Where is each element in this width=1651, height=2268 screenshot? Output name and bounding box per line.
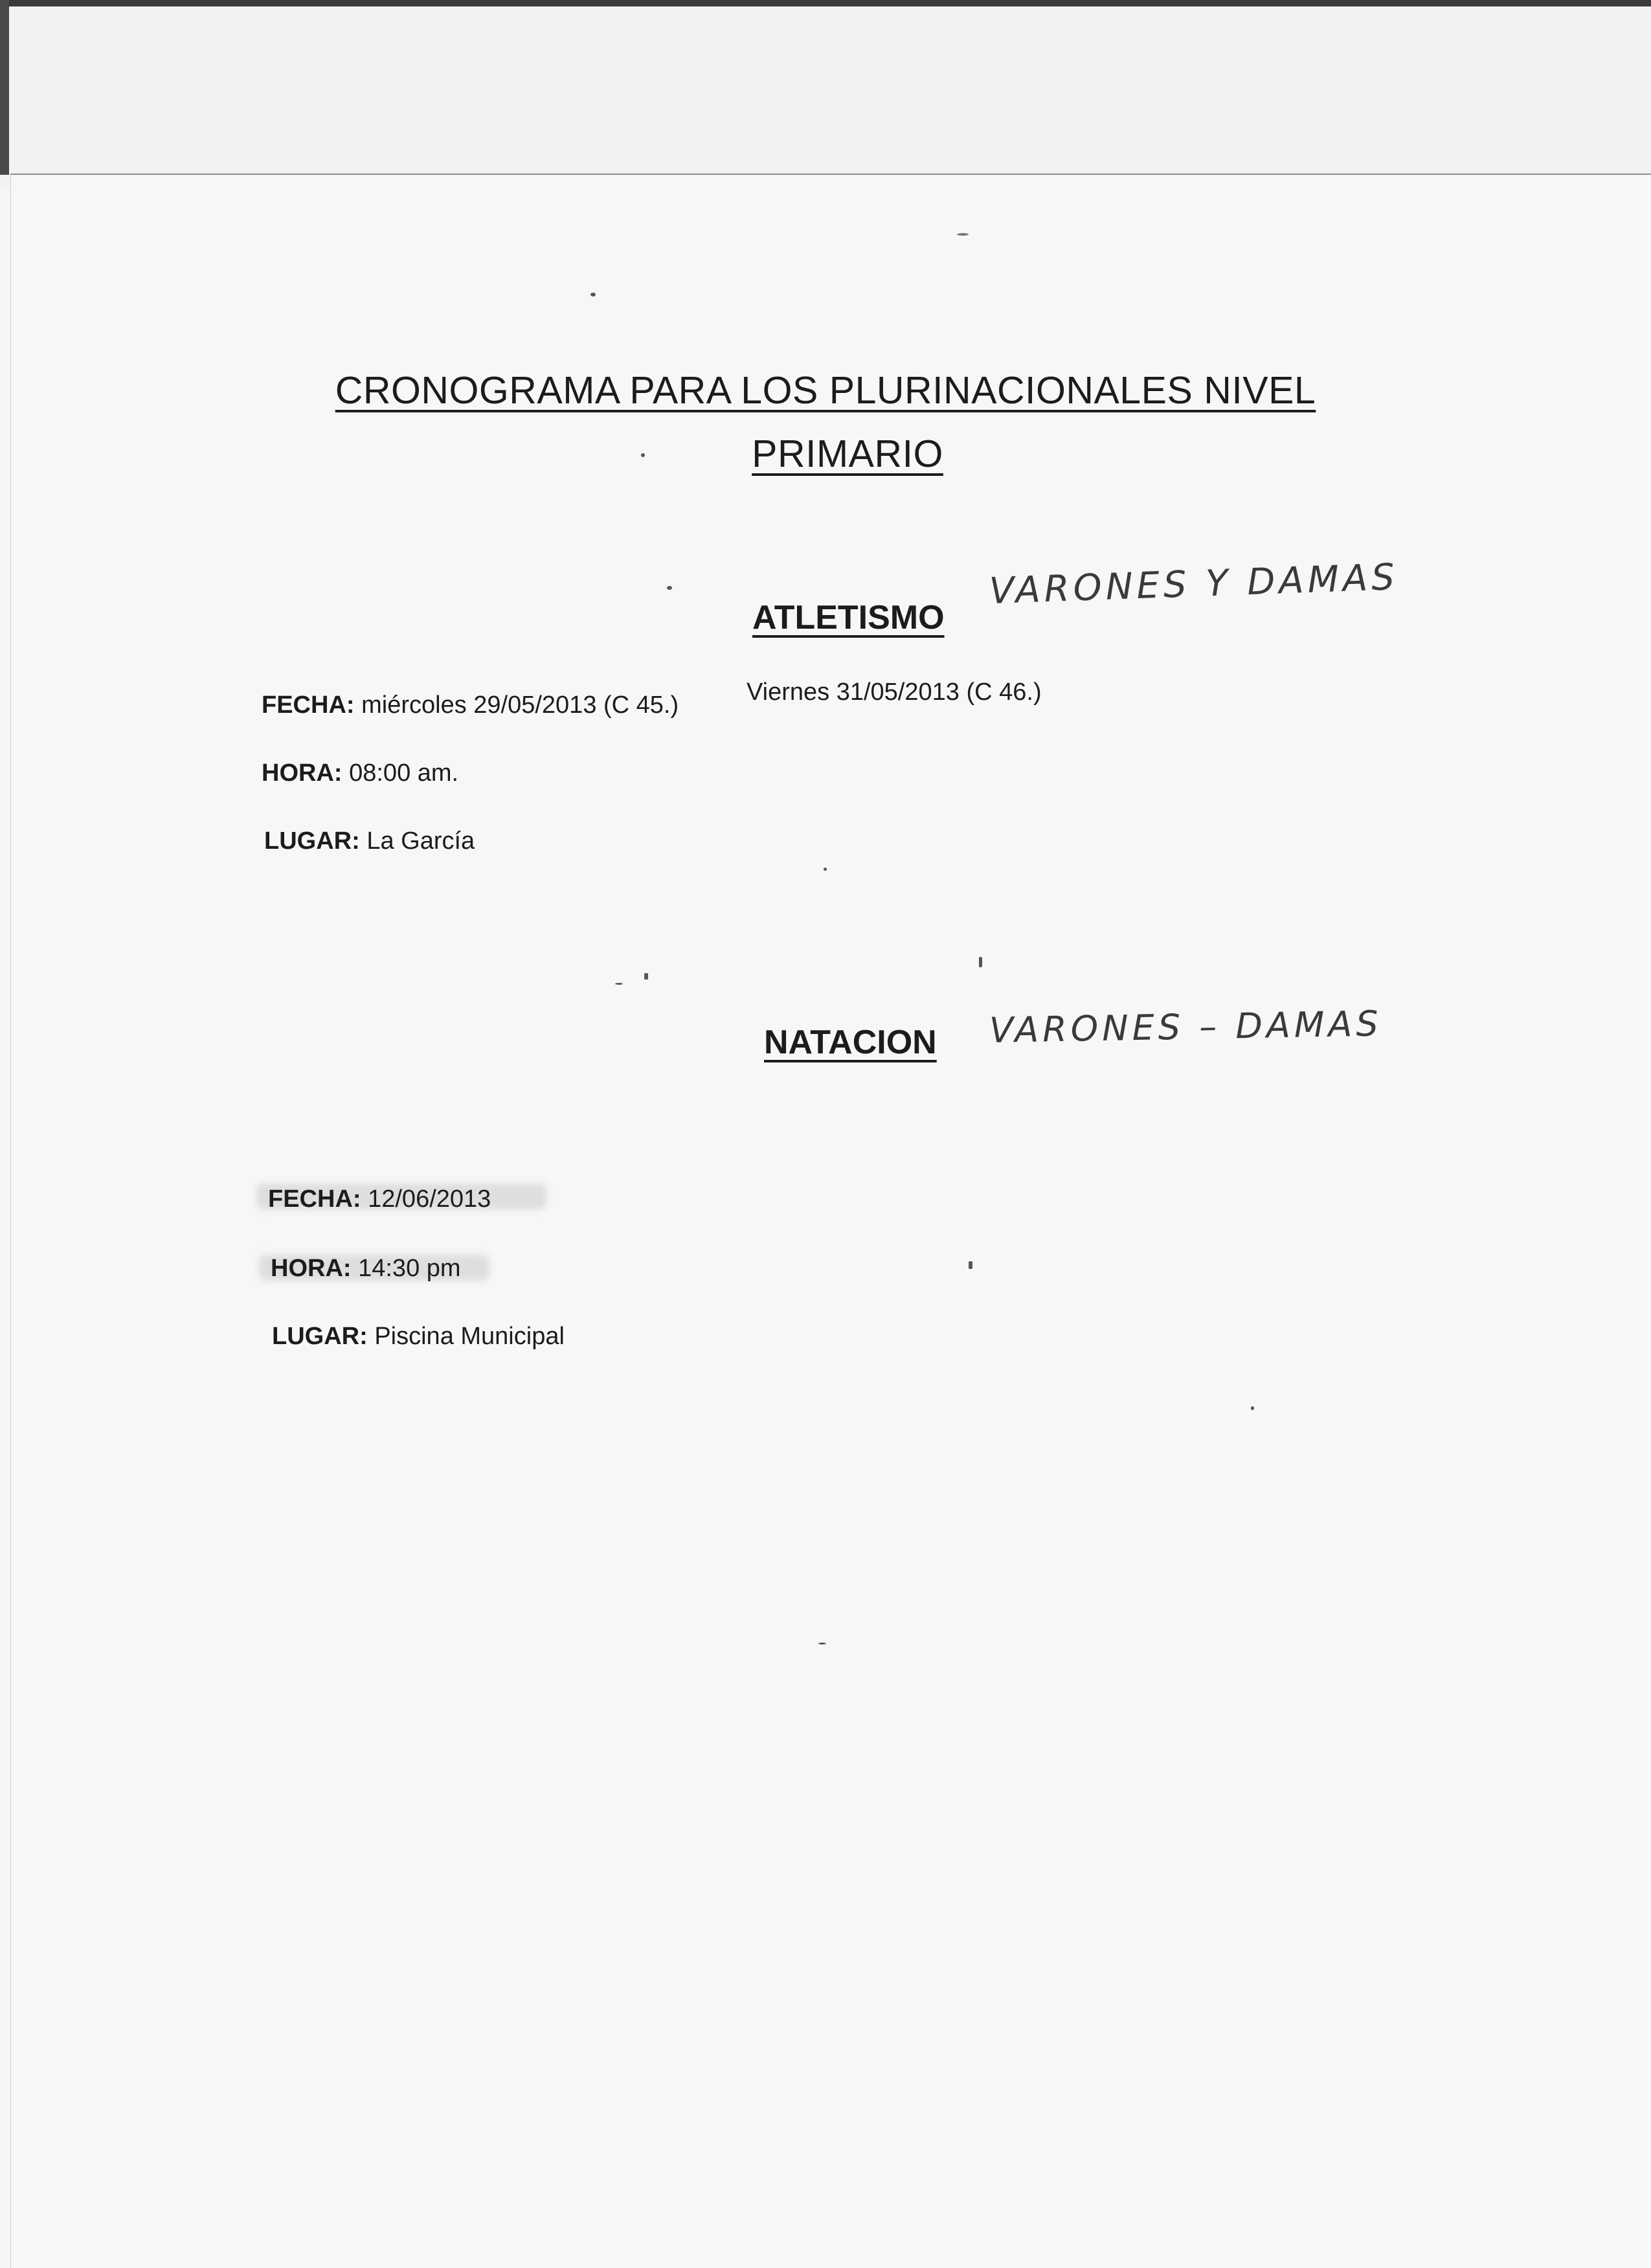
scan-speck (818, 1643, 826, 1645)
atletismo-hora-label: HORA: (262, 759, 343, 787)
natacion-lugar-label: LUGAR: (272, 1323, 368, 1350)
scanner-top-edge (0, 0, 1651, 6)
atletismo-fecha (262, 693, 679, 717)
atletismo-fecha-label: FECHA: (262, 691, 355, 719)
paper-sheet (10, 174, 1651, 2268)
natacion-heading: NATACION (764, 1024, 937, 1061)
scan-speck (1251, 1406, 1254, 1410)
natacion-fecha-value: 12/06/2013 (368, 1185, 491, 1213)
scan-speck (969, 1261, 972, 1269)
document-title-line-1: CRONOGRAMA PARA LOS PLURINACIONALES NIVEL (335, 369, 1316, 412)
natacion-hora-value: 14:30 pm (358, 1255, 461, 1282)
scan-speck (615, 983, 623, 985)
scan-speck (979, 957, 982, 967)
scan-speck (590, 293, 596, 297)
scanner-left-edge (0, 0, 9, 175)
atletismo-handwritten-note: VARONES Y DAMAS (988, 556, 1399, 612)
atletismo-fecha-value: miércoles 29/05/2013 (C 45.) (361, 691, 679, 719)
atletismo-fecha-value-2: Viernes 31/05/2013 (C 46.) (747, 679, 1042, 706)
scanner-background (0, 0, 1651, 188)
atletismo-heading: ATLETISMO (752, 599, 945, 636)
natacion-hora-label: HORA: (271, 1255, 352, 1282)
scan-speck (957, 233, 969, 236)
natacion-handwritten-note: VARONES – DAMAS (989, 1003, 1383, 1051)
scan-speck (644, 973, 648, 980)
natacion-fecha (268, 1187, 491, 1211)
natacion-fecha-label: FECHA: (268, 1185, 361, 1213)
natacion-hora (271, 1256, 461, 1281)
atletismo-lugar-label: LUGAR: (264, 827, 360, 855)
natacion-lugar-value: Piscina Municipal (374, 1323, 565, 1350)
atletismo-hora-value: 08:00 am. (349, 759, 459, 787)
scan-speck (667, 586, 672, 590)
atletismo-fecha-2 (747, 680, 1042, 704)
document-title-line-2: PRIMARIO (752, 432, 943, 475)
atletismo-lugar (264, 829, 475, 853)
natacion-lugar (272, 1324, 565, 1349)
atletismo-lugar-value: La García (366, 827, 475, 855)
scan-speck (824, 868, 827, 871)
atletismo-hora (262, 761, 458, 785)
